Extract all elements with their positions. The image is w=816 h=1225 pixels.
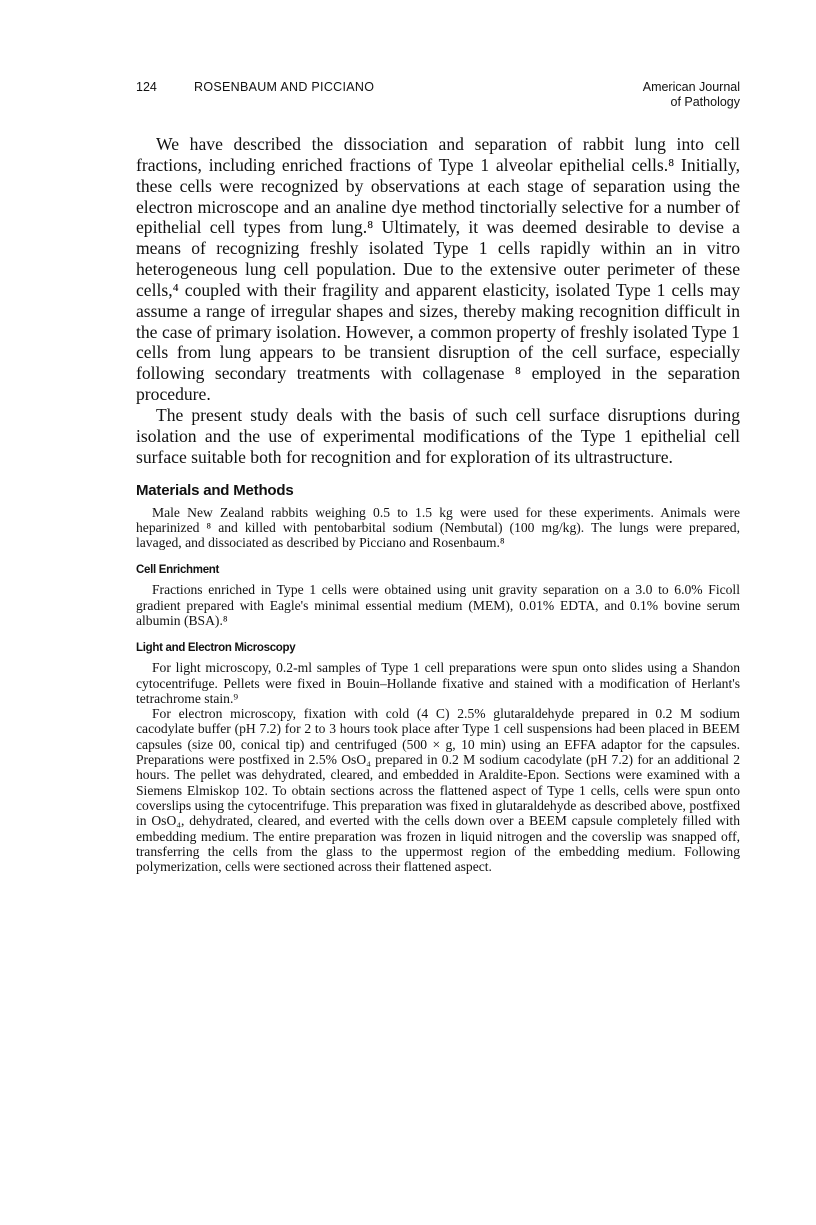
intro-paragraph: We have described the dissociation and separation of rabbit lung into cell fractions, including enriched fractions of Type 1 alveolar epithelial cells.⁸ Initially, these cells were recognized by observations at each stage of separation using the electron microscope and an analine dye method tinctorially selective for a number of epithelial cell types from lung.⁸ Ultimately, it was deemed desirable to devise a means of recognizing freshly isolated Type 1 cells rapidly within an in vitro heterogeneous lung cell population. Due to the extensive outer perimeter of these cells,⁴ coupled with their fragility and apparent elasticity, isolated Type 1 cells may assume a range of irregular shapes and sizes, thereby making recognition difficult in the case of primary isolation. However, a common property of freshly isolated Type 1 cells from lung appears to be transient disruption of the cell surface, especially following secondary treatments with collagenase ⁸ employed in the separation procedure.	[136, 134, 740, 405]
subheading-microscopy: Light and Electron Microscopy	[136, 642, 296, 655]
journal-title-line2: of Pathology	[670, 95, 740, 109]
running-head-authors: ROSENBAUM AND PICCIANO	[194, 80, 375, 94]
article-body	[136, 134, 740, 874]
cell-enrichment-section	[136, 582, 740, 628]
microscopy-section	[136, 660, 740, 874]
materials-paragraph: Male New Zealand rabbits weighing 0.5 to 1.5 kg were used for these experiments. Animals were heparinized ⁸ and killed with pentobarbital sodium (Nembutal) (100 mg/kg). The lungs were prepared, lavaged, and dissociated as described by Picciano and Rosenbaum.⁸	[136, 504, 740, 551]
cell-enrichment-paragraph: Fractions enriched in Type 1 cells were obtained using unit gravity separation on a 3.0 to 6.0% Ficoll gradient prepared with Eagle's minimal essential medium (MEM), 0.01% EDTA, and 0.1% bovine serum albumin (BSA).⁸	[136, 582, 740, 628]
page-number: 124	[136, 80, 157, 94]
materials-section	[136, 505, 740, 551]
introduction	[136, 134, 740, 468]
intro-paragraph: The present study deals with the basis of such cell surface disruptions during isolation and the use of experimental modifications of the Type 1 epithelial cell surface suitable both for recognition and for exploration of its ultrastructure.	[136, 404, 740, 467]
page-header	[136, 80, 740, 116]
electron-microscopy-paragraph: For electron microscopy, fixation with cold (4 C) 2.5% glutaraldehyde prepared in 0.2 M sodium cacodylate buffer (pH 7.2) for 2 to 3 hours took place after Type 1 cell suspensions had been placed in BEEM capsules (size 00, conical tip) and centrifuged (500 × g, 10 min) using an EFFA adaptor for the capsules. Preparations were postfixed in 2.5% OsO₄ prepared in 0.2 M sodium cacodylate (pH 7.2) for an additional 2 hours. The pellet was dehydrated, cleared, and embedded in Araldite-Epon. Sections were examined with a Siemens Elmiskop 102. To obtain sections across the flattened aspect of Type 1 cells, cells were spun onto coverslips using the cytocentrifuge. This preparation was fixed in glutaraldehyde as described above, postfixed in OsO₄, dehydrated, cleared, and everted with the cells down over a BEEM capsule completely filled with embedding medium. The entire preparation was frozen in liquid nitrogen and the coverslip was snapped off, transferring the cells from the glass to the uppermost region of the embedding medium. Following polymerization, cells were sectioned across their flattened aspect.	[136, 706, 740, 875]
journal-title	[643, 80, 740, 110]
subheading-cell-enrichment: Cell Enrichment	[136, 564, 220, 577]
journal-title-line1: American Journal	[642, 80, 740, 94]
section-heading-materials-methods: Materials and Methods	[136, 481, 294, 499]
light-microscopy-paragraph: For light microscopy, 0.2-ml samples of Type 1 cell preparations were spun onto slides using a Shandon cytocentrifuge. Pellets were fixed in Bouin–Hollande fixative and stained with a modification of Herlant's tetrachrome stain.⁹	[136, 660, 740, 706]
